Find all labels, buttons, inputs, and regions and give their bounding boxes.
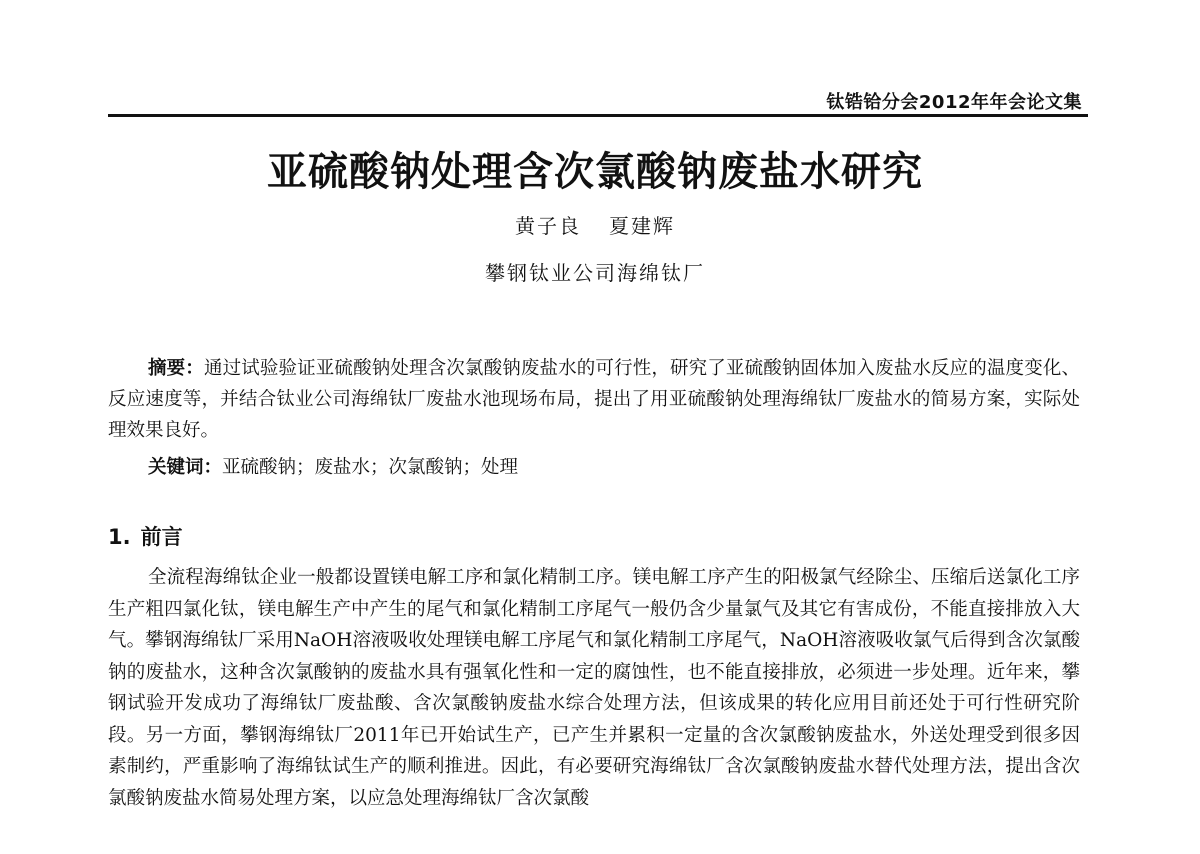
- keywords-label: 关键词：: [148, 457, 223, 478]
- section-heading: [108, 521, 183, 551]
- author-name: 黄子良: [515, 214, 581, 238]
- proceedings-header: 钛锆铪分会2012年年会论文集: [826, 92, 1082, 113]
- section-paragraph: 全流程海绵钛企业一般都设置镁电解工序和氯化精制工序。镁电解工序产生的阳极氯气经除尘、压缩后送氯化工序生产粗四氯化钛，镁电解生产中产生的尾气和氯化精制工序尾气一般仍含少量氯气及其它有害成份，不能直接排放入大气。攀钢海绵钛厂采用NaOH溶液吸收处理镁电解工序尾气和氯化精制工序尾气，NaOH溶液吸收氯气后得到含次氯酸钠的废盐水，这种含次氯酸钠的废盐水具有强氧化性和一定的腐蚀性，也不能直接排放，必须进一步处理。近年来，攀钢试验开发成功了海绵钛厂废盐酸、含次氯酸钠废盐水综合处理方法，但该成果的转化应用目前还处于可行性研究阶段。另一方面，攀钢海绵钛厂2011年已开始试生产，已产生并累积一定量的含次氯酸钠废盐水，外送处理受到很多因素制约，严重影响了海绵钛试生产的顺利推进。因此，有必要研究海绵钛厂含次氯酸钠废盐水替代处理方法，提出含次氯酸钠废盐水简易处理方案，以应急处理海绵钛厂含次氯酸: [108, 567, 1080, 809]
- section-title: 前言: [140, 525, 183, 549]
- section-number: 1.: [108, 525, 131, 549]
- header-rule: [108, 114, 1088, 117]
- affiliation: 攀钢钛业公司海绵钛厂: [485, 261, 705, 285]
- keywords-text: 亚硫酸钠；废盐水；次氯酸钠；处理: [222, 457, 519, 478]
- paper-title: 亚硫酸钠处理含次氯酸钠废盐水研究: [267, 148, 923, 195]
- author-list: [0, 210, 1190, 239]
- keywords: [108, 452, 1080, 483]
- abstract-text: 通过试验验证亚硫酸钠处理含次氯酸钠废盐水的可行性，研究了亚硫酸钠固体加入废盐水反应的温度变化、反应速度等，并结合钛业公司海绵钛厂废盐水池现场布局，提出了用亚硫酸钠处理海绵钛厂废盐水的简易方案，实际处理效果良好。: [108, 358, 1080, 441]
- abstract: [108, 353, 1080, 446]
- author-name: 夏建辉: [609, 214, 675, 238]
- abstract-label: 摘要：: [148, 358, 204, 379]
